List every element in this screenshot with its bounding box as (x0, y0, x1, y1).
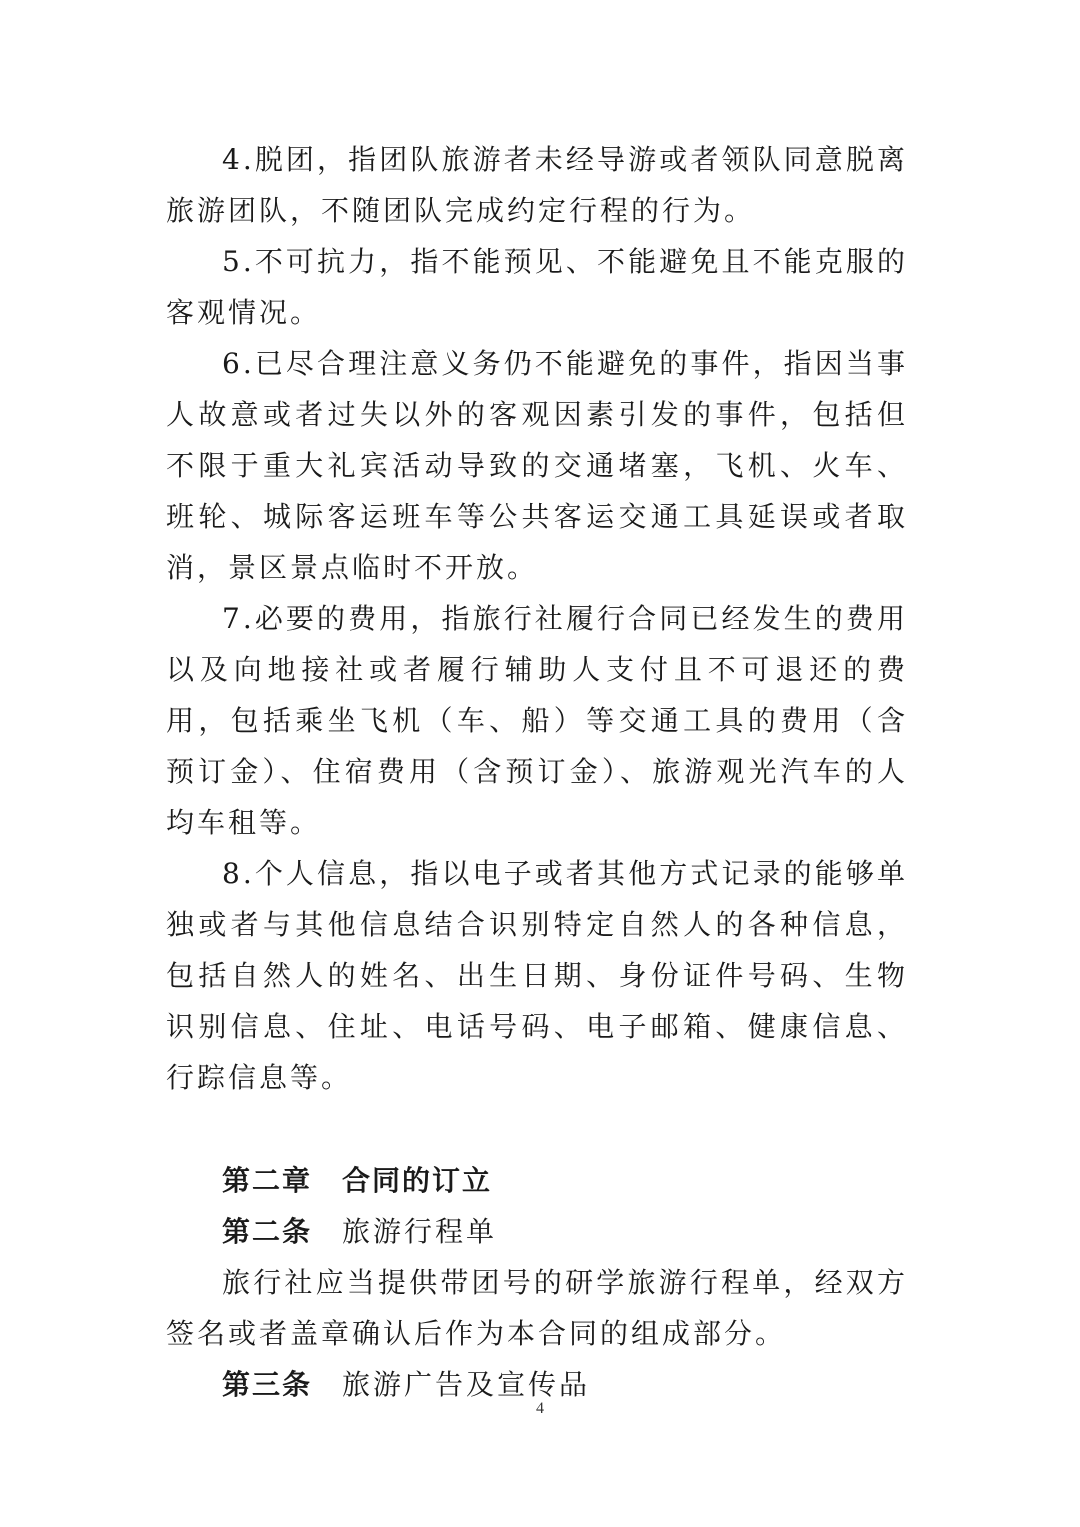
page-number: 4 (536, 1400, 544, 1417)
article-2-label: 第二条 (222, 1215, 313, 1248)
page-body (166, 134, 908, 1410)
article-3-title: 旅游广告及宣传品 (342, 1368, 591, 1401)
section-gap (166, 1103, 908, 1155)
article-2-heading (166, 1206, 908, 1257)
definition-item-5: 5.不可抗力，指不能预见、不能避免且不能克服的客观情况。 (166, 245, 908, 329)
article-2-title: 旅游行程单 (342, 1215, 498, 1248)
definition-item-7: 7.必要的费用，指旅行社履行合同已经发生的费用以及向地接社或者履行辅助人支付且不可退还的费用，包括乘坐飞机（车、船）等交通工具的费用（含预订金）、住宿费用（含预订金）、旅游观光汽车的人均车租等。 (166, 602, 908, 839)
definition-item-6: 6.已尽合理注意义务仍不能避免的事件，指因当事人故意或者过失以外的客观因素引发的事件，包括但不限于重大礼宾活动导致的交通堵塞，飞机、火车、班轮、城际客运班车等公共客运交通工具延误或者取消，景区景点临时不开放。 (166, 347, 908, 584)
article-2-body: 旅行社应当提供带团号的研学旅游行程单，经双方签名或者盖章确认后作为本合同的组成部分。 (166, 1266, 908, 1350)
definition-item-8: 8.个人信息，指以电子或者其他方式记录的能够单独或者与其他信息结合识别特定自然人的各种信息，包括自然人的姓名、出生日期、身份证件号码、生物识别信息、住址、电话号码、电子邮箱、健康信息、行踪信息等。 (166, 857, 908, 1094)
chapter-label: 第二章 (222, 1164, 313, 1197)
chapter-heading (166, 1155, 908, 1206)
definition-item-4: 4.脱团，指团队旅游者未经导游或者领队同意脱离旅游团队，不随团队完成约定行程的行为。 (166, 143, 908, 227)
article-3-label: 第三条 (222, 1368, 313, 1401)
chapter-title: 合同的订立 (342, 1164, 493, 1197)
